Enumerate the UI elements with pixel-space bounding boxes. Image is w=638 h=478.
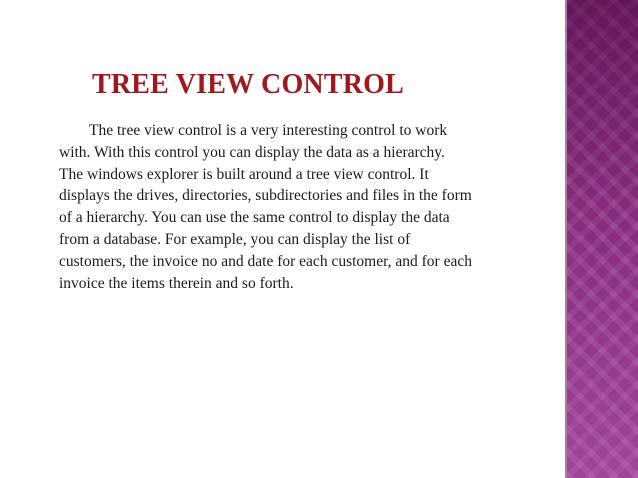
body-line: The windows explorer is built around a tree view control. It [59, 165, 429, 183]
body-line: with. With this control you can display the data as a hierarchy. [59, 143, 445, 161]
slide-body-text [59, 120, 537, 294]
slide-title: TREE VIEW CONTROL [92, 69, 405, 100]
body-line: invoice the items therein and so forth. [59, 274, 294, 292]
body-line: from a database. For example, you can display the list of [59, 230, 411, 248]
body-line: of a hierarchy. You can use the same control to display the data [59, 209, 450, 227]
decorative-side-panel [567, 0, 638, 478]
body-line: customers, the invoice no and date for each customer, and for each [59, 252, 472, 270]
body-line: The tree view control is a very interesting control to work [89, 122, 448, 139]
body-line: displays the drives, directories, subdirectories and files in the form [59, 187, 472, 205]
